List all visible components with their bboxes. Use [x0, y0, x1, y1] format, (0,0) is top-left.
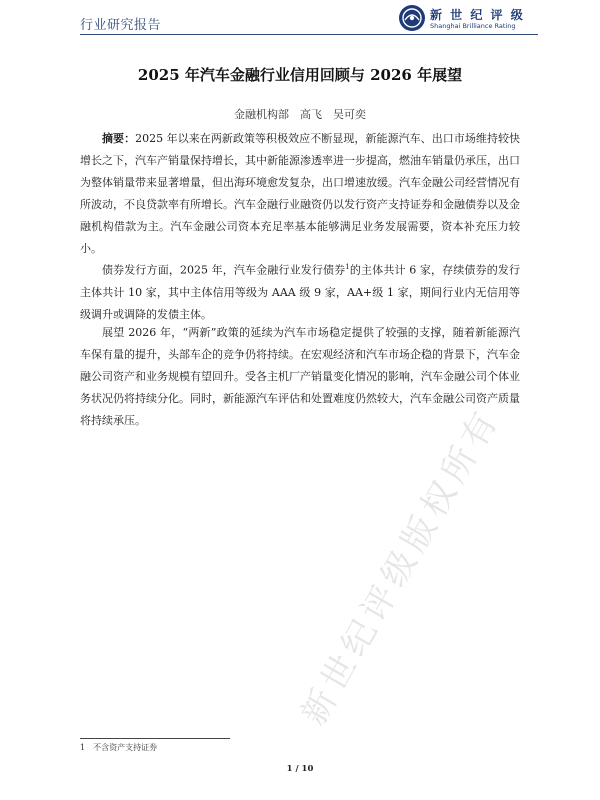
- page-number: 1 / 10: [286, 764, 314, 774]
- brand-logo: [398, 4, 538, 34]
- bond-issuance-paragraph: [80, 256, 520, 326]
- abstract-text: 2025 年以来在两新政策等积极效应不断显现，新能源汽车、出口市场维持较快增长之下，汽车产销量保持增长，其中新能源渗透率进一步提高，燃油车销量仍承压，出口为整体销量带来显著增量，但出海环境愈发复杂，出口增速放缓。汽车金融公司经营情况有所波动，不良贷款率有所增长。汽车金融行业融资仍以发行资产支持证券和金融债券以及金融机构借款为主。汽车金融公司资本充足率基本能够满足业务发展需要，资本补充压力较小。: [80, 132, 521, 255]
- logo-subtitle: Shanghai Brilliance Rating: [430, 22, 516, 30]
- header-rule: [80, 34, 538, 35]
- footnote-rule: [80, 738, 230, 739]
- outlook-paragraph: 展望 2026 年，“两新”政策的延续为汽车市场稳定提供了较强的支撑，随着新能源汽车保有量的提升，头部车企的竞争仍将持续。在宏观经济和汽车市场企稳的背景下，汽车金融公司资产和业务规模有望回升。受各主机厂产销量变化情况的影响，汽车金融公司个体业务状况仍将持续分化。同时，新能源汽车评估和处置难度仍然较大，汽车金融公司资产质量将持续承压。: [80, 326, 520, 427]
- logo-emblem-icon: [398, 4, 426, 32]
- logo-name: 新 世 纪 评 级: [430, 8, 525, 22]
- paragraph2-text-a: 债券发行方面，2025 年，汽车金融行业发行债券: [102, 263, 346, 277]
- page-title: 2025 年汽车金融行业信用回顾与 2026 年展望: [137, 66, 463, 84]
- paragraph2-text-b: 的主体共计 6 家，存续债券的发行主体共计 10 家，其中主体信用等级为 AAA 级 9 家，AA+级 1 家，期间行业内无信用等级调升或调降的发债主体。: [80, 263, 520, 321]
- abstract-paragraph: [80, 128, 520, 260]
- abstract-label: 摘要：: [102, 132, 136, 145]
- header-label: 行业研究报告: [80, 18, 162, 33]
- authors-line: 金融机构部 高飞 吴可奕: [234, 108, 366, 121]
- footnote: 1 不含资产支持证券: [80, 743, 158, 752]
- copyright-watermark: 新世纪评级版权所有: [293, 400, 509, 733]
- footnote-reference[interactable]: 1: [345, 263, 350, 271]
